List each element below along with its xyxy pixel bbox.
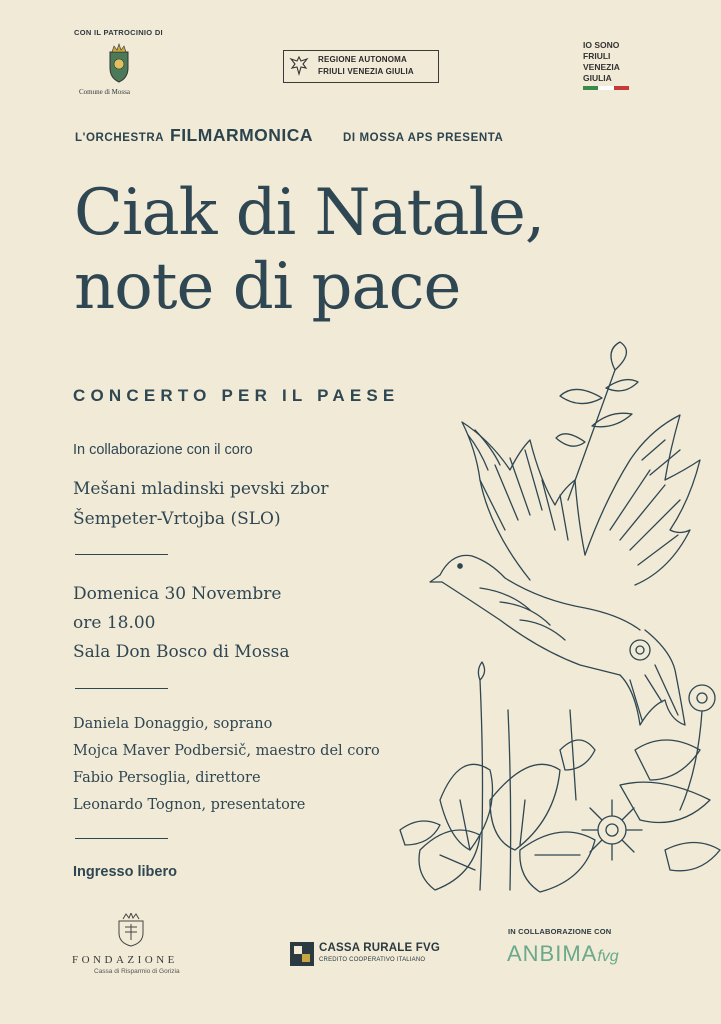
foundation-subtitle: Cassa di Risparmio di Gorizia (94, 968, 180, 975)
fvg-logo (583, 40, 620, 84)
performer-item (73, 738, 380, 765)
performer-name: Leonardo Tognon (73, 797, 202, 813)
foundation-name: FONDAZIONE (72, 954, 178, 966)
collaboration-label: IN COLLABORAZIONE CON (508, 927, 612, 936)
performers-list (73, 711, 380, 819)
performer-role: , presentatore (201, 797, 306, 813)
performer-item (73, 792, 380, 819)
title-line-1: Ciak di Natale, (74, 176, 545, 250)
event-date: Domenica 30 Novembre (73, 584, 282, 604)
choir-line-1: Mešani mladinski pevski zbor (73, 479, 329, 499)
performer-role: , maestro del coro (246, 743, 380, 759)
filmarmonica-logo: FILMARMONICA (170, 125, 314, 145)
bank-name: CASSA RURALE FVG (319, 942, 440, 954)
fvg-line-4: GIULIA (583, 73, 612, 83)
choir-line-2: Šempeter-Vrtojba (SLO) (73, 509, 281, 529)
region-line-1: REGIONE AUTONOMA (318, 55, 407, 64)
cassa-rurale-logo-icon (290, 942, 314, 966)
event-time: ore 18.00 (73, 613, 156, 633)
event-title (74, 176, 544, 324)
patronage-label: CON IL PATROCINIO DI (74, 28, 163, 37)
performer-role: , soprano (204, 716, 273, 732)
performer-name: Fabio Persoglia (73, 770, 186, 786)
divider (75, 554, 168, 555)
performer-item (73, 711, 380, 738)
performer-item (73, 765, 380, 792)
event-subtitle: CONCERTO PER IL PAESE (73, 386, 400, 405)
fvg-line-3: VENEZIA (583, 62, 620, 72)
mossa-crest-icon (104, 42, 134, 84)
italian-flag-icon (583, 86, 629, 90)
choir-name (73, 474, 329, 534)
municipality-name: Comune di Mossa (79, 88, 130, 96)
dove-illustration (380, 330, 721, 910)
collaboration-intro: In collaborazione con il coro (73, 442, 253, 458)
performer-name: Mojca Maver Podbersič (73, 743, 247, 759)
presents-line (75, 122, 535, 152)
divider (75, 838, 168, 839)
foundation-crest-icon (114, 913, 148, 947)
performer-name: Daniela Donaggio (73, 716, 204, 732)
divider (75, 688, 168, 689)
fvg-line-2: FRIULI (583, 51, 611, 61)
presents-prefix: L'ORCHESTRA (75, 132, 165, 144)
event-venue: Sala Don Bosco di Mossa (73, 642, 290, 662)
anbima-name: ANBIMA (507, 941, 598, 966)
presents-suffix: DI MOSSA APS PRESENTA (343, 132, 504, 144)
eagle-icon (288, 54, 310, 78)
performer-role: , direttore (185, 770, 261, 786)
entry-info: Ingresso libero (73, 864, 177, 880)
event-details (73, 580, 290, 667)
region-name (318, 54, 414, 78)
anbima-logo (507, 941, 619, 967)
region-line-2: FRIULI VENEZIA GIULIA (318, 67, 414, 76)
anbima-fvg: fvg (597, 948, 619, 965)
bank-subtitle: CREDITO COOPERATIVO ITALIANO (319, 957, 426, 963)
title-line-2: note di pace (74, 250, 461, 324)
fvg-line-1: IO SONO (583, 40, 620, 50)
